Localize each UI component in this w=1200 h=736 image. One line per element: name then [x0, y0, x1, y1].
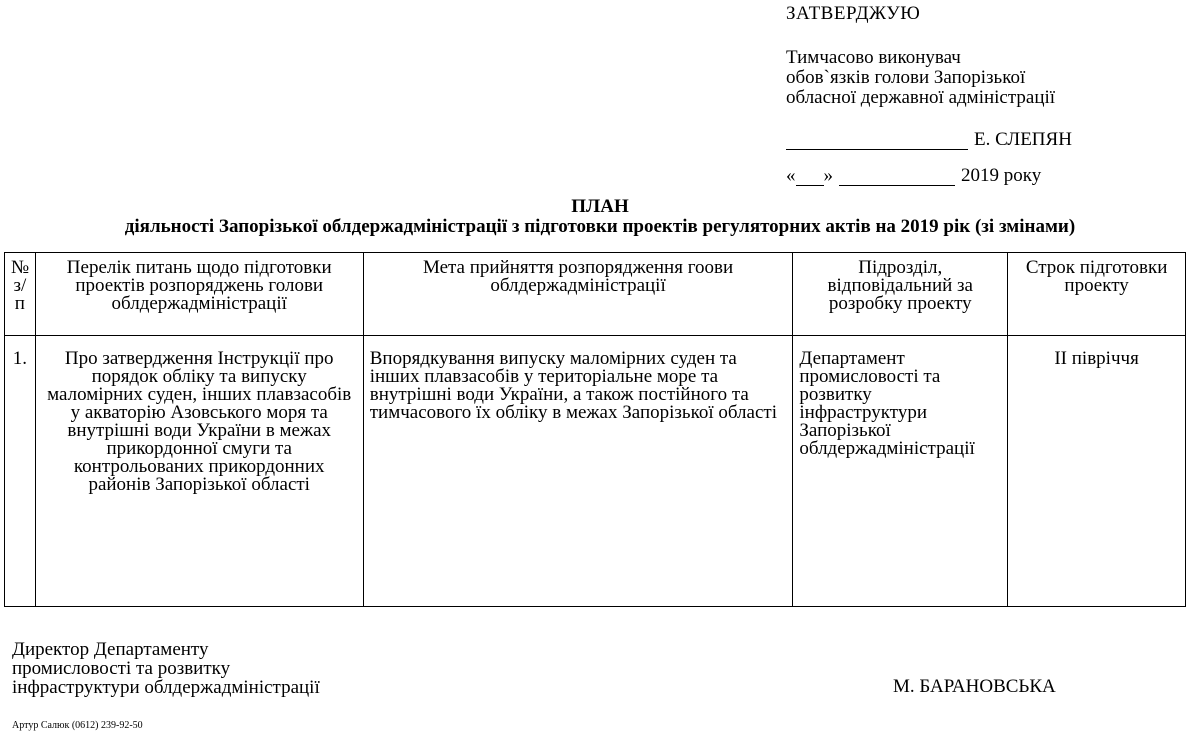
signatory-name: Е. СЛЕПЯН	[974, 129, 1072, 150]
document-title: ПЛАН	[571, 196, 629, 217]
table-header-row	[5, 253, 1186, 336]
plan-table	[4, 252, 1186, 607]
document-title-block	[0, 197, 1200, 237]
approval-position-line: обов`язків голови Запорізької	[786, 67, 1026, 88]
row-term: ІІ півріччя	[1008, 336, 1186, 607]
approval-position	[786, 48, 1186, 108]
date-open-quote: «	[786, 165, 796, 186]
contact-info: Артур Салюк (0612) 239-92-50	[12, 720, 143, 731]
header-goal: Мета прийняття розпорядження гоови облдержадміністрації	[363, 253, 793, 336]
director-title	[12, 640, 432, 697]
table-row	[5, 336, 1186, 607]
header-subject: Перелік питань щодо підготовки проектів розпоряджень голови облдержадміністрації	[35, 253, 363, 336]
header-department: Підрозділ, відповідальний за розробку проекту	[793, 253, 1008, 336]
director-title-line: промисловості та розвитку	[12, 658, 231, 679]
date-day-blank	[796, 169, 824, 186]
approval-title: ЗАТВЕРДЖУЮ	[786, 3, 921, 24]
date-month-blank	[839, 169, 955, 186]
director-title-line: інфраструктури облдержадміністрації	[12, 677, 320, 698]
approval-position-line: обласної державної адміністрації	[786, 87, 1056, 108]
row-subject: Про затвердження Інструкції про порядок обліку та випуску маломірних суден, інших плавзасобів у акваторію Азовського моря та внутрішні води України в межах прикордонної смуги та контрольованих прикордонних районів Запорізької області	[35, 336, 363, 607]
signature-blank	[786, 133, 968, 150]
approval-position-line: Тимчасово виконувач	[786, 47, 961, 68]
date-year: 2019 року	[961, 165, 1042, 186]
header-number: № з/п	[5, 253, 36, 336]
date-close-quote: »	[823, 165, 833, 186]
row-number: 1.	[5, 336, 36, 607]
row-goal: Впорядкування випуску маломірних суден та інших плавзасобів у територіальне море та внутрішні води України, а також постійного та тимчасового їх обліку в межах Запорізької області	[363, 336, 793, 607]
document-subtitle: діяльності Запорізької облдержадміністрації з підготовки проектів регуляторних актів на 2019 рік (зі змінами)	[124, 216, 1076, 237]
director-title-line: Директор Департаменту	[12, 639, 209, 660]
director-name: М. БАРАНОВСЬКА	[893, 676, 1056, 697]
approval-block	[786, 4, 1186, 186]
approval-date	[786, 166, 1186, 186]
signature-line	[786, 130, 1186, 150]
header-term: Строк підготовки проекту	[1008, 253, 1186, 336]
row-department: Департамент промисловості та розвитку інфраструктури Запорізької облдержадміністрації	[793, 336, 1008, 607]
